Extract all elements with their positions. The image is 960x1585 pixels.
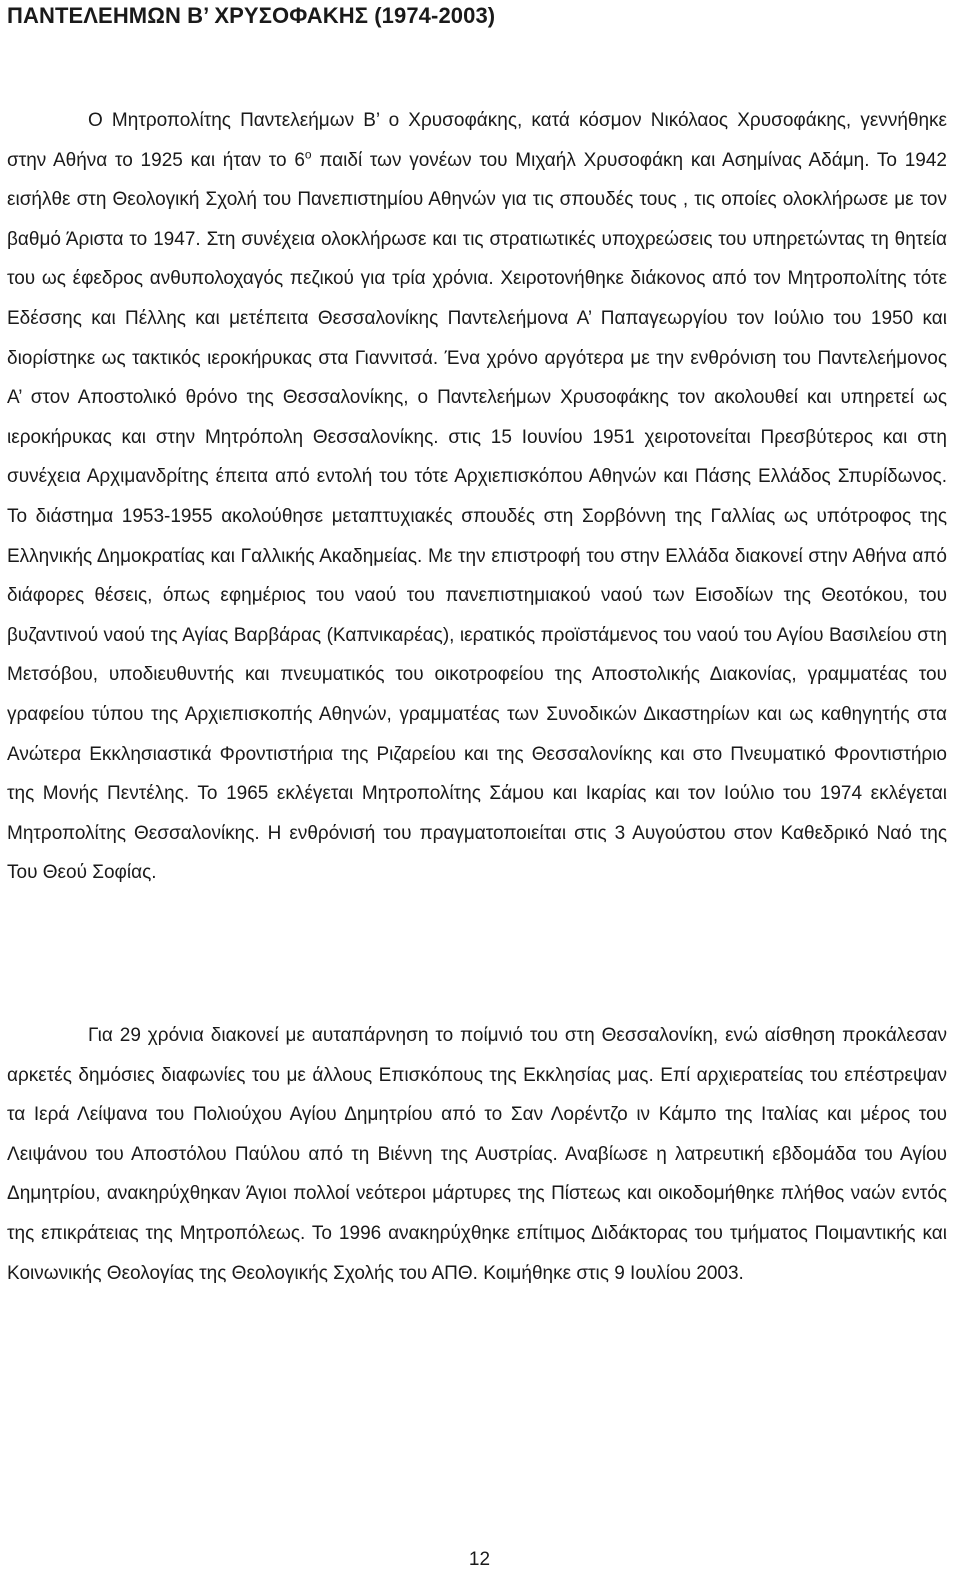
page-number: 12 [468, 1549, 491, 1570]
ordinal-superscript: ο [304, 147, 312, 162]
biography-paragraph-1 [7, 101, 947, 893]
biography-paragraph-2: Για 29 χρόνια διακονεί με αυταπάρνηση το ποίμνιό του στη Θεσσαλονίκη, ενώ αίσθηση προκάλεσαν αρκετές δημόσιες διαφωνίες του με άλλους Επισκόπους της Εκκλησίας μας. Επί αρχιερατείας του επέστρεψαν τα Ιερά Λείψανα του Πολιούχου Αγίου Δημητρίου από το Σαν Λορέντζο ιν Κάμπο της Ιταλίας και μέρος του Λειψάνου του Αποστόλου Παύλου από τη Βιέννη της Αυστρίας. Αναβίωσε η λατρευτική εβδομάδα του Αγίου Δημητρίου, ανακηρύχθηκαν Άγιοι πολλοί νεότεροι μάρτυρες της Πίστεως και οικοδομήθηκε πλήθος ναών εντός της επικράτειας της Μητροπόλεως. Το 1996 ανακηρύχθηκε επίτιμος Διδάκτορας του τμήματος Ποιμαντικής και Κοινωνικής Θεολογίας της Θεολογικής Σχολής του ΑΠΘ. Κοιμήθηκε στις 9 Ιουλίου 2003. [7, 1025, 947, 1284]
paragraph-1-text-end: παιδί των γονέων του Μιχαήλ Χρυσοφάκη και Ασημίνας Αδάμη. Το 1942 εισήλθε στη Θεολογική Σχολή του Πανεπιστημίου Αθηνών για τις σπουδές τους , τις οποίες ολοκλήρωσε με τον βαθμό Άριστα το 1947. Στη συνέχεια ολοκλήρωσε και τις στρατιωτικές υποχρεώσεις του υπηρετώντας τη θητεία του ως έφεδρος ανθυπολοχαγός πεζικού για τρία χρόνια. Χειροτονήθηκε διάκονος από τον Μητροπολίτης τότε Εδέσσης και Πέλλης και μετέπειτα Θεσσαλονίκης Παντελεήμονα Α’ Παπαγεωργίου τον Ιούλιο του 1950 και διορίστηκε ως τακτικός ιεροκήρυκας στα Γιαννιτσά. Ένα χρόνο αργότερα με την ενθρόνιση του Παντελεήμονος Α’ στον Αποστολικό θρόνο της Θεσσαλονίκης, ο Παντελεήμων Χρυσοφάκης τον ακολουθεί και υπηρετεί ως ιεροκήρυκας και στην Μητρόπολη Θεσσαλονίκης. στις 15 Ιουνίου 1951 χειροτονείται Πρεσβύτερος και στη συνέχεια Αρχιμανδρίτης έπειτα από εντολή του τότε Αρχιεπισκόπου Αθηνών και Πάσης Ελλάδος Σπυρίδωνος. Το διάστημα 1953-1955 ακολούθησε μεταπτυχιακές σπουδές στη Σορβόννη της Γαλλίας ως υπότροφος της Ελληνικής Δημοκρατίας και Γαλλικής Ακαδημείας. Με την επιστροφή του στην Ελλάδα διακονεί στην Αθήνα από διάφορες θέσεις, όπως εφημέριος του ναού του πανεπιστημιακού ναού των Εισοδίων της Θεοτόκου, του βυζαντινού ναού της Αγίας Βαρβάρας (Καπνικαρέας), ιερατικός προϊστάμενος του ναού του Αγίου Βασιλείου στη Μετσόβου, υποδιευθυντής και πνευματικός του οικοτροφείου της Αποστολικής Διακονίας, γραμματέας του γραφείου τύπου της Αρχιεπισκοπής Αθηνών, γραμματέας των Συνοδικών Δικαστηρίων και ως καθηγητής στα Ανώτερα Εκκλησιαστικά Φροντιστήρια της Ριζαρείου και της Θεσσαλονίκης και στο Πνευματικό Φροντιστήριο της Μονής Πεντέλης. Το 1965 εκλέγεται Μητροπολίτης Σάμου και Ικαρίας και τον Ιούλιο του 1974 εκλέγεται Μητροπολίτης Θεσσαλονίκης. Η ενθρόνισή του πραγματοποιείται στις 3 Αυγούστου στον Καθεδρικό Ναό της Του Θεού Σοφίας. [7, 149, 947, 884]
document-title: ΠΑΝΤΕΛΕΗΜΩΝ Β’ ΧΡΥΣΟΦΑΚΗΣ (1974-2003) [7, 3, 496, 28]
paragraph-1-text-start: Ο Μητροπολίτης Παντελεήμων Β’ ο Χρυσοφάκης, κατά κόσμον Νικόλαος Χρυσοφάκης, γεννήθηκε στην Αθήνα το 1925 και ήταν το 6 [7, 110, 947, 171]
